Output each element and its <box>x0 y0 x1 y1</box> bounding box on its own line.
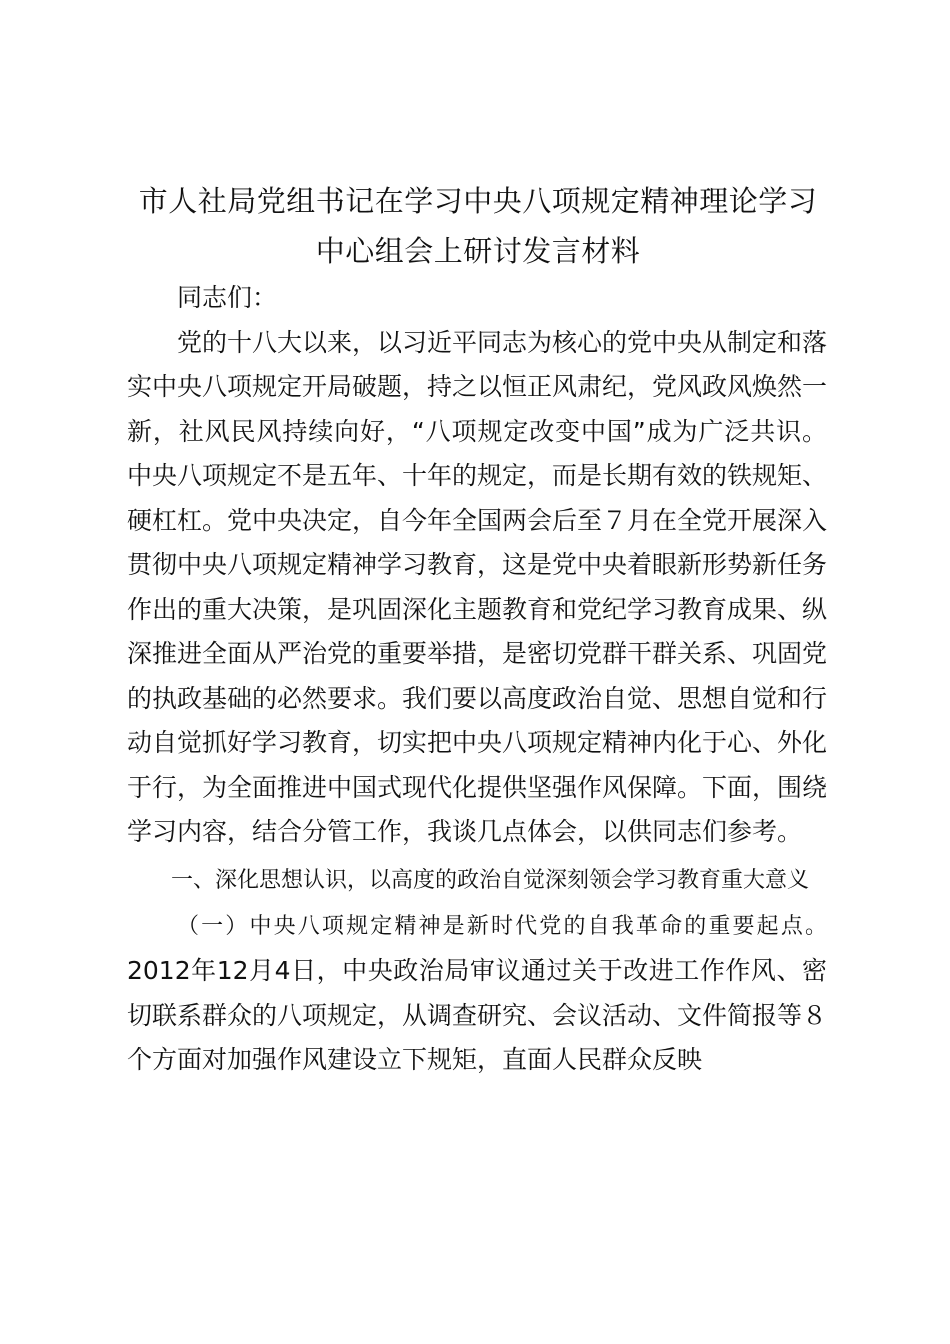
document-body <box>127 276 827 1083</box>
paragraph-section-1-1 <box>127 903 827 1083</box>
section-heading-1: 一、深化思想认识，以高度的政治自觉深刻领会学习教育重大意义 <box>171 867 810 893</box>
paragraph-section-1-1-text: 2012年12月4日，中央政治局审议通过关于改进工作作风、密切联系群众的八项规定，从调查研究、会议活动、文件简报等８个方面对加强作风建设立下规矩，直面人民群众反映 <box>127 956 828 1074</box>
salutation: 同志们： <box>177 283 278 312</box>
subsection-heading-1: （一）中央八项规定精神是新时代党的自我革命的重要起点。 <box>177 913 827 939</box>
paragraph-intro: 党的十八大以来，以习近平同志为核心的党中央从制定和落实中央八项规定开局破题，持之以恒正风肃纪，党风政风焕然一新，社风民风持续向好，“八项规定改变中国”成为广泛共识。中央八项规定不是五年、十年的规定，而是长期有效的铁规矩、硬杠杠。党中央决定，自今年全国两会后至７月在全党开展深入贯彻中央八项规定精神学习教育，这是党中央着眼新形势新任务作出的重大决策，是巩固深化主题教育和党纪学习教育成果、纵深推进全面从严治党的重要举措，是密切党群干群关系、巩固党的执政基础的必然要求。我们要以高度政治自觉、思想自觉和行动自觉抓好学习教育，切实把中央八项规定精神内化于心、外化于行，为全面推进中国式现代化提供坚强作风保障。下面，围绕学习内容，结合分管工作，我谈几点体会，以供同志们参考。 <box>127 327 828 846</box>
document-title: 市人社局党组书记在学习中央八项规定精神理论学习中心组会上研讨发言材料 <box>138 184 818 268</box>
